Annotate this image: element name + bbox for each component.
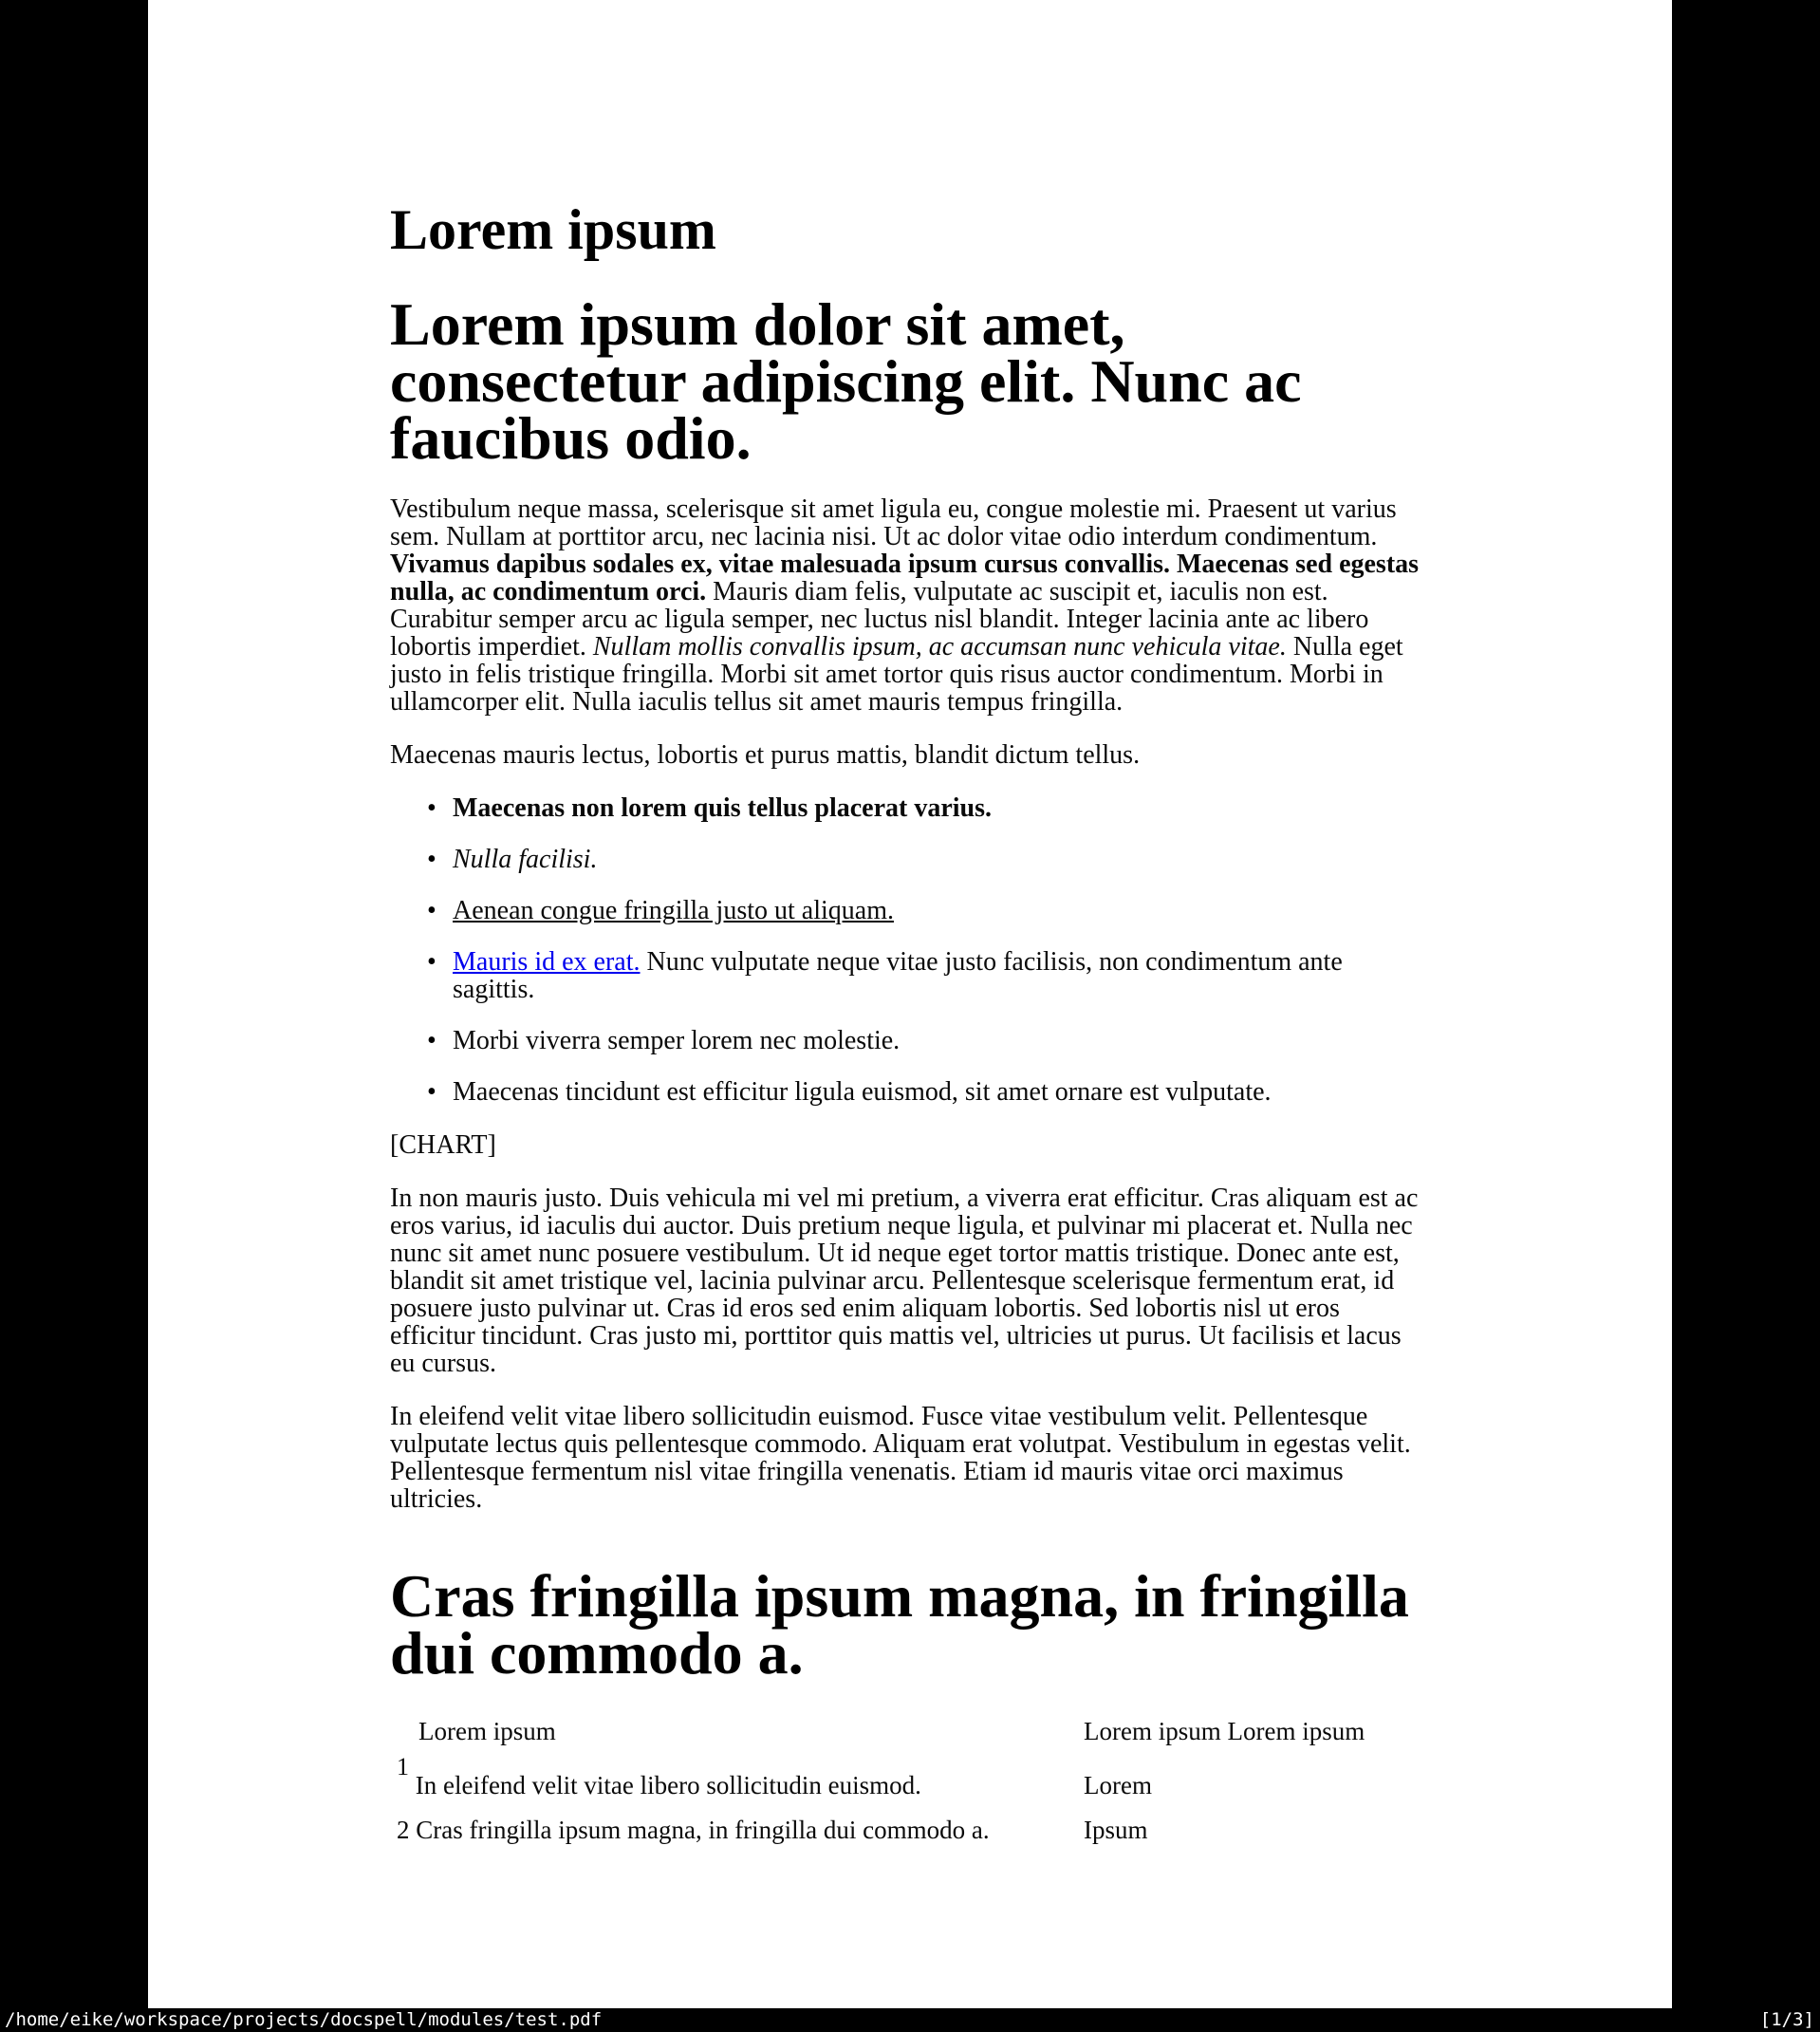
list-item-italic-text: Nulla facilisi. [453, 845, 598, 874]
list-item-text: Morbi viverra semper lorem nec molestie. [453, 1026, 901, 1055]
list-item [453, 1027, 1431, 1054]
chart-placeholder: [CHART] [390, 1130, 496, 1160]
bullet-list [390, 794, 1431, 1106]
list-item [453, 1078, 1431, 1106]
document-title: Lorem ipsum [390, 198, 716, 261]
paragraph-1-italic: Nullam mollis convallis ipsum, ac accumsan nunc vehicula vitae. [592, 632, 1287, 662]
statusbar-file-path: /home/eike/workspace/projects/docspell/modules/test.pdf [5, 2009, 603, 2030]
table-row [390, 1762, 1431, 1817]
paragraph-1-bold: Vivamus dapibus sodales ex, vitae malesuada ipsum cursus convallis. Maecenas sed egestas nulla, ac condimentum orci. [390, 550, 1420, 606]
paragraph-1-text-3: Nulla eget justo in felis tristique fringilla. Morbi sit amet tortor quis risus auctor condimentum. Morbi in ullamcorper elit. Nulla iaculis tellus sit amet mauris tempus fringilla. [390, 632, 1403, 717]
list-item [453, 794, 1431, 822]
list-item [453, 897, 1431, 924]
document-hyperlink[interactable]: Mauris id ex erat. [453, 947, 641, 977]
section-heading-2: Cras fringilla ipsum magna, in fringilla dui commodo a. [390, 1562, 1409, 1687]
table-cell [390, 1817, 1084, 1861]
document-table [390, 1718, 1431, 1861]
table-cell: Lorem ipsum [418, 1717, 556, 1745]
paragraph-2: In non mauris justo. Duis vehicula mi vel mi pretium, a viverra erat efficitur. Cras aliquam est ac eros varius, id iaculis dui auctor. Duis pretium neque ligula, et pulvinar mi placerat et. Nulla nec nunc sit amet nunc posuere vestibulum. Ut id neque eget tortor mattis tristique. Donec ante est, blandit sit amet tristique vel, lacinia pulvinar arcu. Pellentesque scelerisque fermentum erat, id posuere justo pulvinar ut. Cras id eros sed enim aliquam lobortis. Sed lobortis nisl ut eros efficitur tincidunt. Cras justo mi, porttitor quis mattis vel, ultricies ut purus. Ut facilisis et lacus eu cursus. [390, 1184, 1419, 1378]
paragraph-1-text-2: Mauris diam felis, vulputate ac suscipit et, iaculis non est. Curabitur semper arcu ac ligula semper, nec luctus nisl blandit. Integer lacinia ante ac libero lobortis imperdiet. [390, 577, 1369, 662]
footnote-marker: 1 [397, 1753, 409, 1780]
table-row [390, 1817, 1431, 1861]
table-cell-text: In eleifend velit vitae libero sollicitudin euismod. [409, 1771, 921, 1799]
section-heading-1: Lorem ipsum dolor sit amet, consectetur adipiscing elit. Nunc ac faucibus odio. [390, 290, 1302, 472]
footnote-marker: 2 [397, 1816, 410, 1844]
list-item-underlined-text: Aenean congue fringilla justo ut aliquam. [453, 896, 894, 925]
table-cell-text: Cras fringilla ipsum magna, in fringilla dui commodo a. [409, 1816, 990, 1844]
paragraph-1-text: Vestibulum neque massa, scelerisque sit amet ligula eu, congue molestie mi. Praesent ut varius sem. Nullam at porttitor arcu, nec lacinia nisi. Ut ac dolor vitae odio interdum condimentum. [390, 494, 1397, 551]
pdf-page [148, 0, 1672, 2008]
table-cell [390, 1753, 1084, 1817]
table-cell: Lorem ipsum Lorem ipsum [1084, 1717, 1365, 1745]
table-row [390, 1718, 1431, 1762]
table-cell: Ipsum [1084, 1816, 1148, 1844]
list-item-text: Maecenas tincidunt est efficitur ligula euismod, sit amet ornare est vulputate. [453, 1077, 1272, 1107]
list-item-bold-text: Maecenas non lorem quis tellus placerat varius. [453, 793, 993, 823]
table-cell: Lorem [1084, 1771, 1152, 1799]
paragraph-3: In eleifend velit vitae libero sollicitudin euismod. Fusce vitae vestibulum velit. Pellentesque vulputate lectus quis pellentesque commodo. Aliquam erat volutpat. Vestibulum in egestas velit. Pellentesque fermentum nisl vitae fringilla venenatis. Etiam id mauris vitae orci maximus ultricies. [390, 1402, 1411, 1514]
list-item [453, 846, 1431, 873]
statusbar-page-indicator: [1/3] [1759, 2009, 1814, 2030]
list-item [453, 948, 1431, 1003]
intro-line: Maecenas mauris lectus, lobortis et purus mattis, blandit dictum tellus. [390, 740, 1141, 770]
statusbar [0, 2008, 1820, 2032]
paragraph-1 [390, 495, 1431, 716]
list-item-text: Nunc vulputate neque vitae justo facilisis, non condimentum ante sagittis. [453, 947, 1343, 1004]
